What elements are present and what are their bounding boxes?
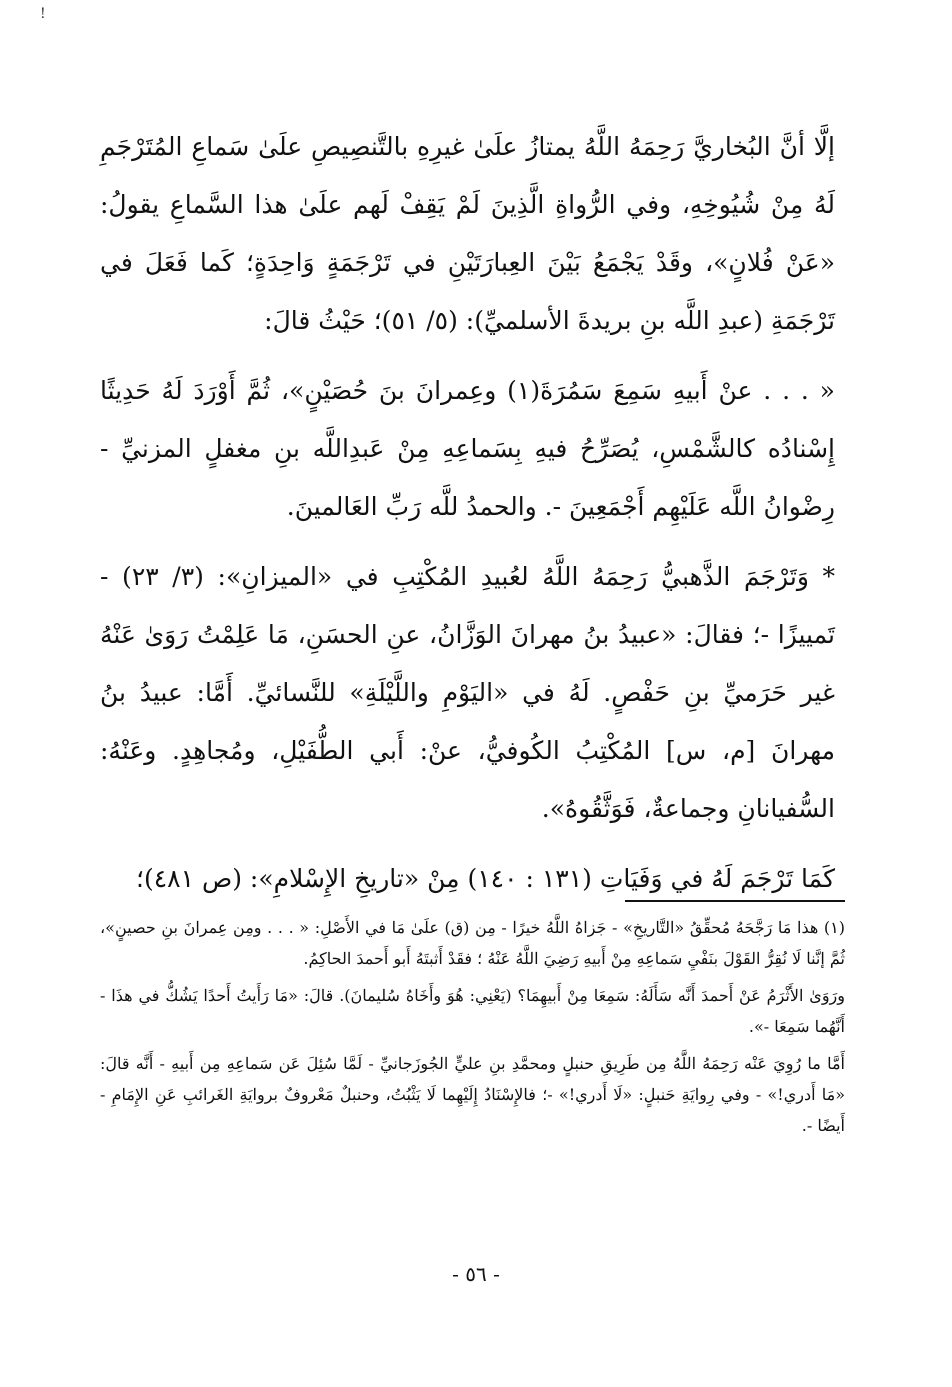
paragraph: كَمَا تَرْجَمَ لَهُ في وَفَيَاتِ (١٣١ : ١٤٠) مِنْ «تاريخِ الإِسْلامِ»: (ص ٤٨١)؛ [136, 864, 835, 893]
footnote: أَمَّا ما رُوِيَ عَنْه رَحِمَهُ اللَّهُ مِن طَرِيقِ حنبلٍ ومحمَّدِ بنِ عليٍّ الجُوزَجانيِّ - لَمَّا سُئِلَ عَن سَماعِهِ مِن أَبيهِ - أَنَّه قالَ: «مَا أَدري!» - وفي رِوايَةِ حَنبلٍ: «لَا أَدري!» -؛ فالإِسْنَادُ إِلَيْهِما لَا يَثْبُتُ، وحنبلٌ مَعْروفٌ بروايَةِ الغَرائبِ عَنِ الإِمَامِ - أَيضًا -. [100, 1054, 846, 1135]
margin-mark: ! [40, 6, 46, 22]
paragraph: إلَّا أنَّ البُخاريَّ رَحِمَهُ اللَّهُ يمتازُ علَىٰ غيرِهِ بالتَّنصِيصِ علَىٰ سَماعِ المُتَرْجَمِ لَهُ مِنْ شُيُوخِهِ، وفي الرُّواةِ الَّذِينَ لَمْ يَقِفْ لَهم علَىٰ هذا السَّماعِ يقولُ: «عَنْ فُلانٍ»، وقَدْ يَجْمَعُ بَيْنَ العِبارَتَيْنِ في تَرْجَمَةٍ وَاحِدَةٍ؛ كَما فَعَلَ في تَرْجَمَةِ (عبدِ اللَّه بنِ بريدةَ الأسلميِّ): (٥/ ٥١)؛ حَيْثُ قالَ: [100, 132, 835, 335]
paragraph: * وَتَرْجَمَ الذَّهبيُّ رَحِمَهُ اللَّهُ لعُبيدِ المُكْتِبِ في «الميزانِ»: (٣/ ٢٣) - تَمييزًا -؛ فقالَ: «عبيدُ بنُ مهرانَ الوَزَّانُ، عنِ الحسَنِ، مَا عَلِمْتُ رَوَىٰ عَنْهُ غير حَرَميِّ بنِ حَفْصٍ. لَهُ في «اليَوْمِ واللَّيْلَةِ» للنَّسائيِّ. أَمَّا: عبيدُ بنُ مهرانَ [م، س] المُكْتِبُ الكُوفيُّ، عنْ: أَبي الطُّفَيْلِ، ومُجاهِدٍ. وعَنْهُ: السُّفيانانِ وجماعةٌ، فَوَثَّقُوهُ». [100, 562, 835, 823]
page-number: - ٥٦ - [452, 1262, 500, 1286]
footnote: ورَوَىٰ الأَثْرَمُ عَنْ أَحمدَ أَنَّه سَأَلَهُ: سَمِعَا مِنْ أَبيهِمَا؟ (يَعْنِي: هُوَ وأَخَاهُ سُليمانَ). قالَ: «مَا رَأَيتُ أَحدًا يَشُكُّ في هذَا - أَنَّهُما سَمِعَا -». [100, 986, 846, 1036]
footnotes [100, 912, 845, 1147]
main-text [100, 118, 835, 908]
footnote: (١) هذا مَا رَجَّحَهُ مُحقِّقُ «التَّاريخِ» - جَزاهُ اللَّهُ خيرًا - مِن (ق) علَىٰ مَا في الأَصْلِ: « . . . ومِن عِمرانَ بنِ حصينٍ»، ثُمَّ إنَّنا لَا نُقِرُّ القَوْلَ بنَفْيِ سَماعِهِ مِنْ أَبيهِ رَضِيَ اللَّهُ عَنْهُ ؛ فقَدْ أَثبتَهُ أَبو أَحمدَ الحاكِمُ. [100, 918, 845, 968]
paragraph: « . . . عنْ أَبيهِ سَمِعَ سَمُرَةَ(١) وعِمرانَ بنَ حُصَيْنٍ»، ثُمَّ أَوْرَدَ لَهُ حَدِيثًا إِسْنادُه كالشَّمْسِ، يُصَرِّحُ فيهِ بِسَماعِهِ مِنْ عَبدِاللَّه بنِ مغفلٍ المزنيِّ - رِضْوانُ اللَّه عَلَيْهِم أَجْمَعِينَ -. والحمدُ للَّه رَبِّ العَالمينَ. [100, 376, 835, 521]
footnote-separator [625, 900, 845, 902]
